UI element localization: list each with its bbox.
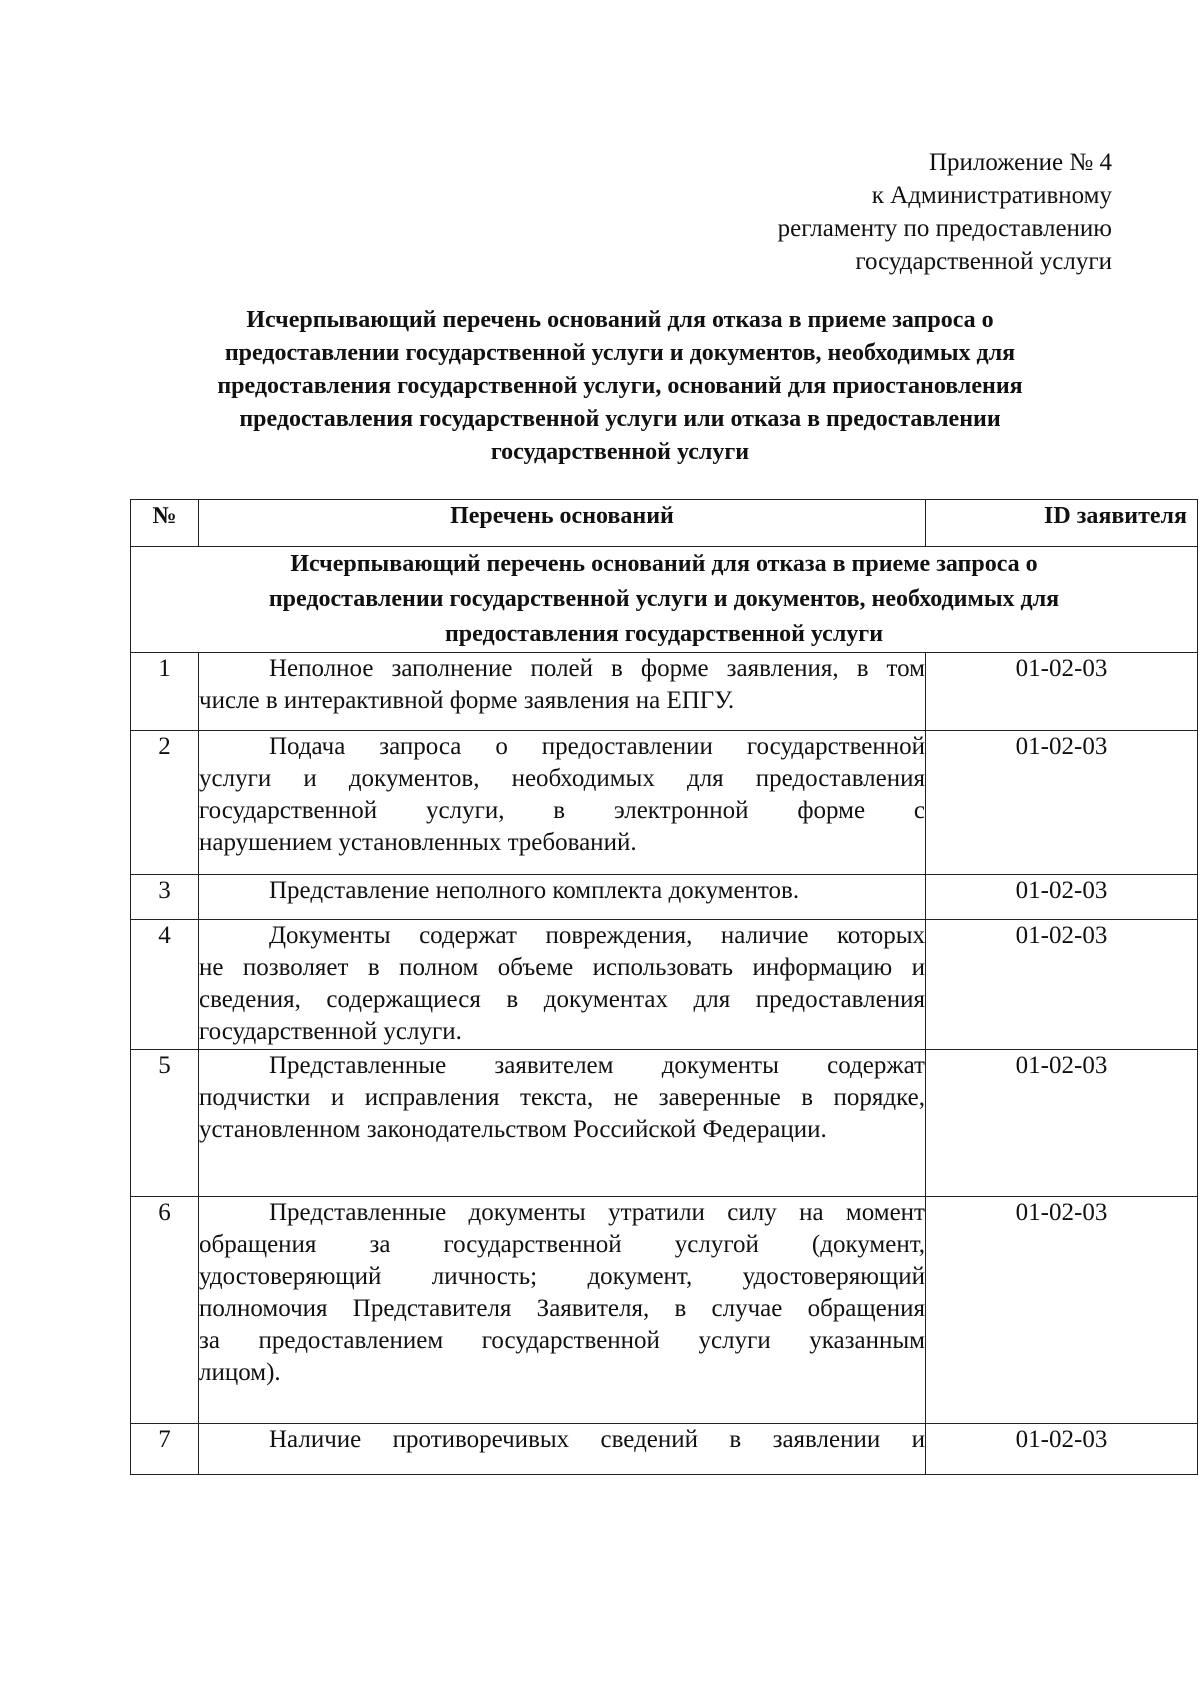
appendix-line: Приложение № 4	[928, 149, 1112, 176]
grounds-text-line: за предоставлением государственной услуги указанным	[199, 1327, 925, 1354]
grounds-text-line: удостоверяющий личность; документ, удостоверяющий	[199, 1263, 925, 1290]
appendix-line: регламенту по предоставлению	[777, 215, 1112, 242]
row-grounds-text	[199, 875, 926, 920]
row-applicant-id: 01-02-03	[926, 1197, 1198, 1424]
grounds-text-line: лицом).	[199, 1359, 281, 1386]
appendix-line: государственной услуги	[855, 248, 1112, 275]
row-grounds-text	[199, 920, 926, 1050]
section-row	[131, 547, 1198, 653]
row-applicant-id: 01-02-03	[926, 1050, 1198, 1197]
row-number: 6	[131, 1197, 199, 1424]
grounds-text-line: сведения, содержащиеся в документах для предоставления	[199, 986, 925, 1013]
table-row	[131, 875, 1198, 920]
row-number: 2	[131, 731, 199, 875]
row-grounds-text	[199, 1197, 926, 1424]
row-number: 4	[131, 920, 199, 1050]
table-row	[131, 1197, 1198, 1424]
appendix-note	[778, 146, 1112, 278]
grounds-text-line: Представленные заявителем документы содержат	[269, 1052, 925, 1079]
title-line: предоставлении государственной услуги и документов, необходимых для	[224, 340, 1016, 366]
row-number: 3	[131, 875, 199, 920]
grounds-text-line: государственной услуги, в электронной форме с	[199, 797, 925, 824]
row-applicant-id: 01-02-03	[926, 875, 1198, 920]
title-line: государственной услуги	[490, 439, 750, 465]
row-number: 1	[131, 653, 199, 731]
grounds-text-line: Документы содержат повреждения, наличие которых	[269, 922, 925, 949]
row-number: 7	[131, 1424, 199, 1475]
row-grounds-text	[199, 731, 926, 875]
grounds-text-line: государственной услуги.	[199, 1018, 462, 1045]
grounds-table	[130, 499, 1198, 1475]
table-row	[131, 920, 1198, 1050]
section-line: предоставлении государственной услуги и документов, необходимых для	[268, 586, 1060, 612]
grounds-text-line: не позволяет в полном объеме использовать информацию и	[199, 954, 925, 981]
row-applicant-id: 01-02-03	[926, 1424, 1198, 1475]
section-line: предоставления государственной услуги	[444, 621, 884, 647]
table-row	[131, 731, 1198, 875]
row-applicant-id: 01-02-03	[926, 920, 1198, 1050]
grounds-text-line: услуги и документов, необходимых для предоставления	[199, 765, 925, 792]
grounds-text-line: Наличие противоречивых сведений в заявлении и	[269, 1426, 925, 1453]
document-title	[120, 304, 1120, 469]
row-grounds-text	[199, 1424, 926, 1475]
section-heading	[131, 547, 1198, 653]
table-row	[131, 1050, 1198, 1197]
appendix-line: к Административному	[871, 182, 1112, 209]
section-line: Исчерпывающий перечень оснований для отказа в приеме запроса о	[290, 551, 1038, 577]
title-line: Исчерпывающий перечень оснований для отказа в приеме запроса о	[246, 307, 994, 333]
header-applicant-id: ID заявителя	[926, 500, 1198, 547]
row-applicant-id: 01-02-03	[926, 653, 1198, 731]
grounds-text-line: Подача запроса о предоставлении государственной	[269, 733, 925, 760]
grounds-text-line: числе в интерактивной форме заявления на ЕПГУ.	[199, 687, 735, 714]
table-row	[131, 653, 1198, 731]
grounds-text-line: Представление неполного комплекта документов.	[269, 877, 800, 904]
table-row	[131, 1424, 1198, 1475]
grounds-text-line: нарушением установленных требований.	[199, 829, 637, 856]
header-grounds: Перечень оснований	[199, 500, 926, 547]
table-header-row	[131, 500, 1198, 547]
grounds-text-line: Представленные документы утратили силу на момент	[269, 1199, 925, 1226]
title-line: предоставления государственной услуги, оснований для приостановления	[217, 373, 1023, 399]
header-number: №	[131, 500, 199, 547]
row-grounds-text	[199, 1050, 926, 1197]
title-line: предоставления государственной услуги или отказа в предоставлении	[239, 406, 1001, 432]
grounds-text-line: установленном законодательством Российской Федерации.	[199, 1116, 827, 1143]
row-applicant-id: 01-02-03	[926, 731, 1198, 875]
grounds-text-line: полномочия Представителя Заявителя, в случае обращения	[199, 1295, 925, 1322]
grounds-text-line: обращения за государственной услугой (документ,	[199, 1231, 925, 1258]
row-number: 5	[131, 1050, 199, 1197]
grounds-text-line: подчистки и исправления текста, не заверенные в порядке,	[199, 1084, 925, 1111]
grounds-text-line: Неполное заполнение полей в форме заявления, в том	[269, 655, 925, 682]
row-grounds-text	[199, 653, 926, 731]
